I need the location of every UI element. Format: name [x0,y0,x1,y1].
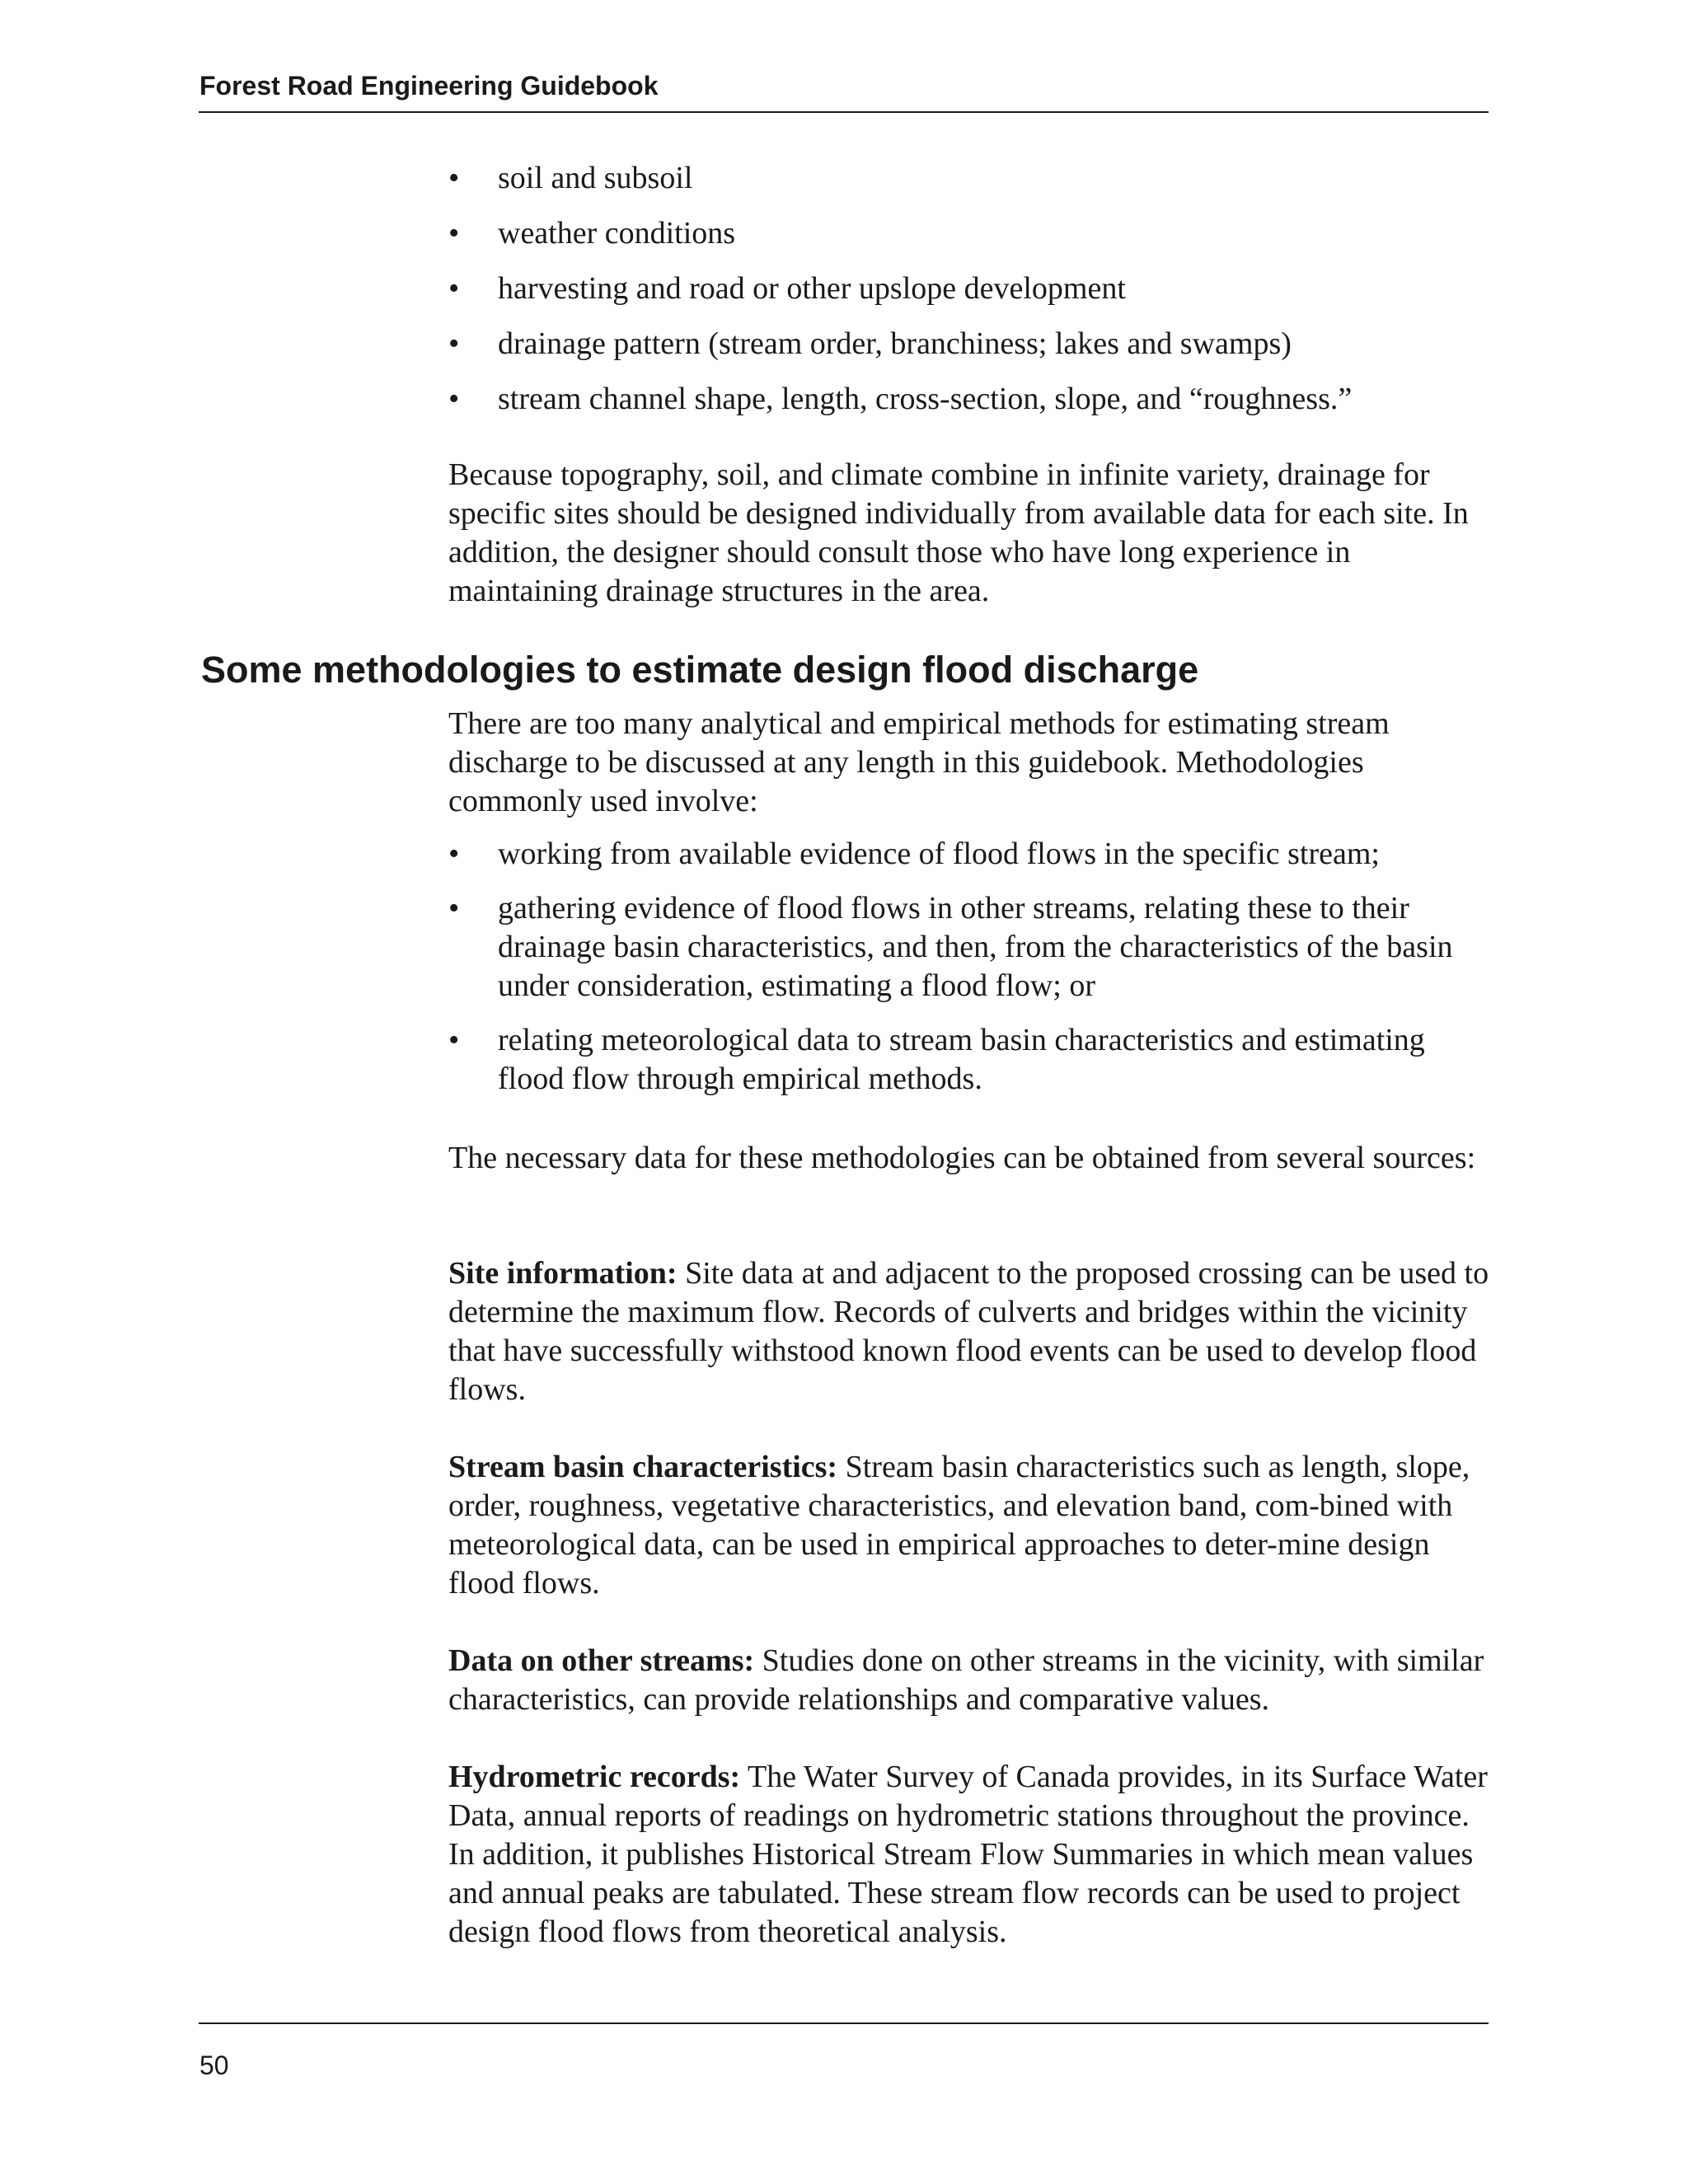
sources-intro-paragraph: The necessary data for these methodologies can be obtained from several sources: [448,1141,1476,1175]
page-number: 50 [199,2050,229,2080]
source-stream-basin [448,1448,1491,1603]
lead-paragraph-block [448,705,1491,821]
bullet-icon: • [448,161,460,195]
intro-bullet-list [448,159,1491,419]
list-item [448,325,1491,363]
list-item [448,159,1491,198]
list-item-text: soil and subsoil [498,161,693,195]
source-term: Data on other streams: [448,1643,755,1678]
intro-paragraph-block [448,456,1491,611]
bullet-icon: • [448,1023,460,1057]
bullet-icon: • [448,326,460,361]
footer-rule [199,2022,1489,2024]
list-item [448,835,1491,874]
list-item-text: harvesting and road or other upslope development [498,271,1126,306]
list-item-text: stream channel shape, length, cross-section, slope, and “roughness.” [498,382,1353,416]
list-item-text: working from available evidence of flood flows in the specific stream; [498,837,1380,871]
section-heading: Some methodologies to estimate design flood discharge [201,649,1199,691]
list-item-text: drainage pattern (stream order, branchiness; lakes and swamps) [498,326,1292,361]
list-item [448,1021,1491,1099]
bullet-icon: • [448,382,460,416]
source-other-streams [448,1642,1491,1719]
methods-bullet-list [448,835,1491,1099]
source-term: Site information: [448,1256,678,1291]
bullet-icon: • [448,271,460,306]
list-item [448,214,1491,253]
lead-paragraph: There are too many analytical and empirical methods for estimating stream discharge to be discussed at any length in this guidebook. Methodologies commonly used involve: [448,706,1390,818]
bullet-icon: • [448,891,460,926]
list-item [448,269,1491,308]
source-term: Hydrometric records: [448,1760,741,1794]
source-hydrometric-records [448,1758,1491,1952]
source-text: Site data at and adjacent to the proposed crossing can be used to determine the maximum flow. Records of culverts and bridges within the vicinity that have successfully withstood known flood events can be used to develop flood flows. [448,1256,1489,1407]
running-header-title: Forest Road Engineering Guidebook [199,71,659,101]
list-item [448,380,1491,419]
intro-paragraph: Because topography, soil, and climate combine in infinite variety, drainage for specific sites should be designed individually from available data for each site. In addition, the designer should consult those who have long experience in maintaining drainage structures in the area. [448,457,1469,608]
bullet-icon: • [448,837,460,871]
methods-list-block [448,835,1491,1114]
source-text: Stream basin characteristics such as length, slope, order, roughness, vegetative characteristics, and elevation band, com-bined with meteorological data, can be used in empirical approaches to deter-mine design flood flows. [448,1450,1470,1601]
list-item-text: gathering evidence of flood flows in other streams, relating these to their drainage basin characteristics, and then, from the characteristics of the basin under consideration, estimating a flood flow; or [498,891,1453,1003]
source-site-information [448,1254,1491,1409]
source-text: The Water Survey of Canada provides, in its Surface Water Data, annual reports of readings on hydrometric stations throughout the province. In addition, it publishes Historical Stream Flow Summaries in which mean values and annual peaks are tabulated. These stream flow records can be used to project design flood flows from theoretical analysis. [448,1760,1488,1949]
list-item-text: weather conditions [498,216,736,251]
source-text: Studies done on other streams in the vicinity, with similar characteristics, can provide relationships and comparative values. [448,1643,1484,1717]
header-rule [199,111,1489,113]
bullet-icon: • [448,216,460,251]
source-term: Stream basin characteristics: [448,1450,838,1484]
list-item [448,889,1491,1005]
sources-intro-block [448,1139,1491,1178]
intro-list-block [448,159,1491,435]
list-item-text: relating meteorological data to stream basin characteristics and estimating flood flow through empirical methods. [498,1023,1425,1096]
